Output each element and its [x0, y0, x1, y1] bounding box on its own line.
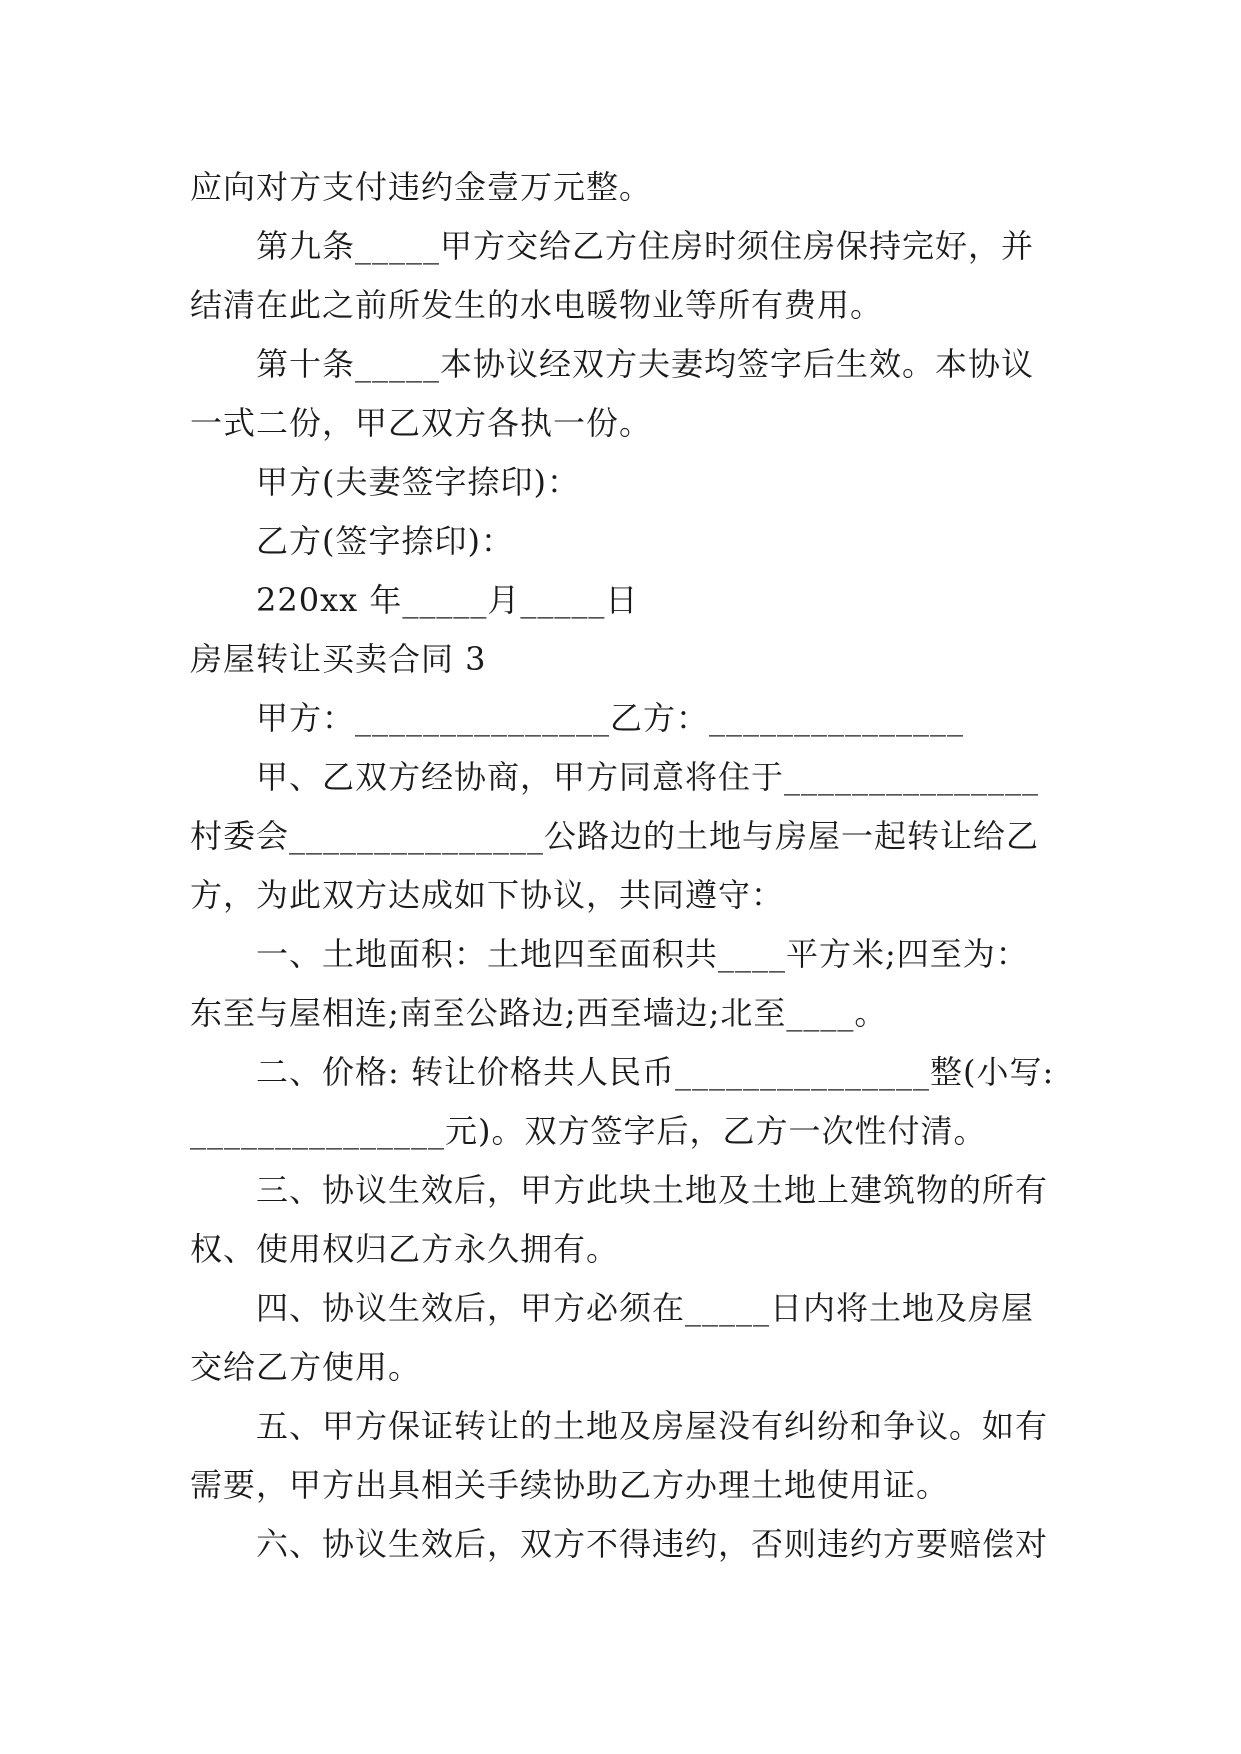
paragraph-line: 方，为此双方达成如下协议，共同遵守： — [190, 876, 785, 914]
signature-line-party-a: 甲方(夫妻签字捺印)： — [256, 463, 580, 501]
section-title: 房屋转让买卖合同 3 — [190, 640, 487, 678]
clause-line: 交给乙方使用。 — [190, 1348, 422, 1386]
clause-line: 一、土地面积：土地四至面积共____平方米;四至为： — [256, 935, 1029, 973]
clause-line: 二、价格: 转让价格共人民币_______________整(小写: — [256, 1053, 1055, 1091]
paragraph-line: 结清在此之前所发生的水电暖物业等所有费用。 — [190, 286, 884, 324]
clause-line: 东至与屋相连;南至公路边;西至墙边;北至____。 — [190, 994, 888, 1032]
date-line: 220xx 年_____月_____日 — [256, 581, 639, 619]
paragraph-line: 第十条_____本协议经双方夫妻均签字后生效。本协议 — [256, 345, 1035, 383]
clause-line: 四、协议生效后，甲方必须在_____日内将土地及房屋 — [256, 1289, 1035, 1327]
document-body — [190, 158, 1055, 1574]
clause-line: 六、协议生效后，双方不得违约，否则违约方要赔偿对 — [256, 1525, 1049, 1563]
paragraph-line: 一式二份，甲乙双方各执一份。 — [190, 404, 653, 442]
clause-line: 需要，甲方出具相关手续协助乙方办理土地使用证。 — [190, 1466, 950, 1504]
signature-line-party-b: 乙方(签字捺印)： — [256, 522, 514, 560]
clause-line: 三、协议生效后，甲方此块土地及土地上建筑物的所有 — [256, 1171, 1049, 1209]
clause-line: _______________元)。双方签字后，乙方一次性付清。 — [190, 1112, 987, 1150]
clause-line: 权、使用权归乙方永久拥有。 — [190, 1230, 620, 1268]
paragraph-line: 村委会_______________公路边的土地与房屋一起转让给乙 — [190, 817, 1040, 855]
paragraph-line: 第九条_____甲方交给乙方住房时须住房保持完好，并 — [256, 227, 1035, 265]
paragraph-line: 甲、乙双方经协商，甲方同意将住于_______________ — [256, 758, 1040, 796]
clause-line: 五、甲方保证转让的土地及房屋没有纠纷和争议。如有 — [256, 1407, 1049, 1445]
paragraph-line: 应向对方支付违约金壹万元整。 — [190, 168, 653, 206]
parties-line: 甲方：_______________乙方：_______________ — [256, 699, 965, 737]
